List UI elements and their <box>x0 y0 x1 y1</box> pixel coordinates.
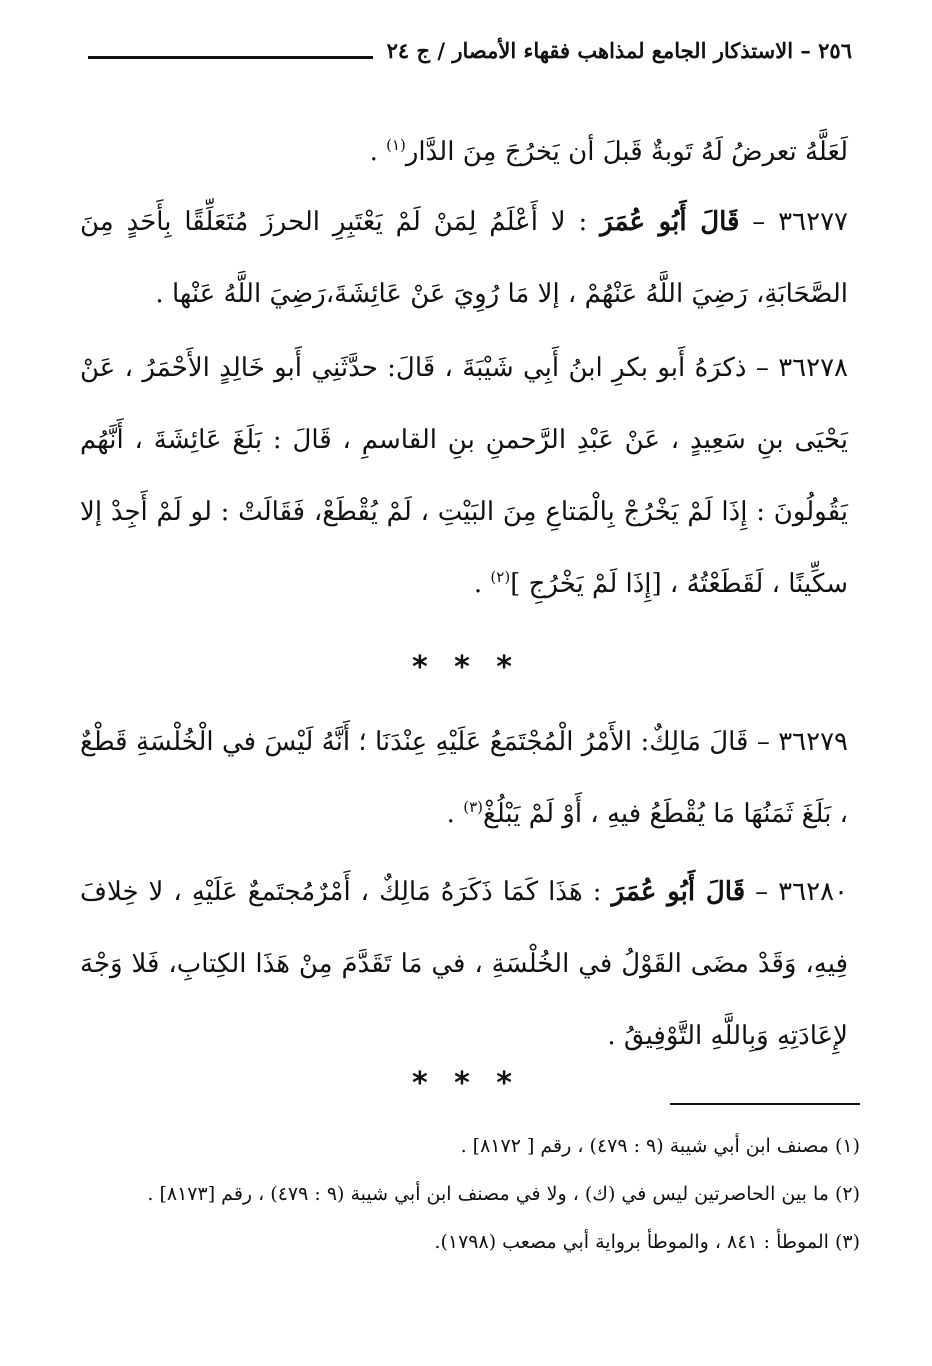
section-separator: * * * <box>412 650 520 685</box>
footnotes <box>80 1122 860 1266</box>
footnote-3: (٣) الموطأ : ٨٤١ ، والموطأ برواية أبي مصعب (١٧٩٨). <box>434 1231 860 1253</box>
paragraph-36280 <box>80 856 848 1072</box>
paragraph-36277 <box>80 186 848 330</box>
paragraph-ending: . <box>473 569 491 599</box>
paragraph-text: لَعَلَّهُ تعرضُ لَهُ تَوبةٌ قَبلَ أن يَخرُجَ مِنَ الدَّار <box>405 137 848 167</box>
paragraph-text: : لا أَعْلَمُ لِمَنْ لَمْ يَعْتَبِرِ الحرزَ مُتَعَلِّقًا بِأَحَدٍ مِنَ الصَّحَابَةِ، رَضِيَ اللَّهُ عَنْهُمْ ، إلا مَا رُوِيَ عَنْ عَائِشَةَ،رَضِيَ اللَّهُ عَنْها . <box>80 207 848 309</box>
footnote-rule <box>670 1103 860 1105</box>
speaker-label: قَالَ أَبُو عُمَرَ <box>600 207 740 237</box>
paragraph-ending: . <box>369 137 387 167</box>
paragraph-continuation <box>80 116 848 188</box>
paragraph-ending: . <box>446 799 464 829</box>
paragraph-text: قَالَ مَالِكٌ: الأَمْرُ الْمُجْتَمَعُ عَلَيْهِ عِنْدَنَا ؛ أَنَّهُ لَيْسَ في الْخُلْسَةِ قَطْعٌ ، بَلَغَ ثَمَنُهَا مَا يُقْطَعُ فيهِ ، أَوْ لَمْ يَبْلُغْ <box>80 727 848 829</box>
paragraph-number: ٣٦٢٧٩ – <box>748 727 849 757</box>
footnote-1: (١) مصنف ابن أبي شيبة (٩ : ٤٧٩) ، رقم [ ٨١٧٢] . <box>460 1135 860 1157</box>
footnote-ref-1: (١) <box>386 136 406 154</box>
footnote-ref-2: (٢) <box>490 568 511 586</box>
running-header-title: ٢٥٦ – الاستذكار الجامع لمذاهب فقهاء الأمصار / ج ٢٤ <box>386 37 852 63</box>
page-header <box>88 30 852 70</box>
section-separator: * * * <box>412 1066 520 1101</box>
paragraph-number: ٣٦٢٨٠ – <box>745 877 848 907</box>
paragraph-text: : هَذَا كَمَا ذَكَرَهُ مَالِكٌ ، أَمْرٌمُجتَمعٌ عَلَيْهِ ، لا خِلافَ فِيهِ، وَقَدْ مضَى القَوْلُ في الخُلْسَةِ ، في مَا تَقَدَّمَ مِنْ هَذَا الكِتابِ، فَلا وَجْهَ لإِعَادَتِهِ وَبِاللَّهِ التَّوْفِيقُ . <box>80 877 848 1051</box>
footnote-ref-3: (٣) <box>463 798 483 816</box>
header-rule <box>88 56 373 59</box>
footnote-2: (٢) ما بين الحاصرتين ليس في (ك) ، ولا في مصنف ابن أبي شيبة (٩ : ٤٧٩) ، رقم [٨١٧٣] . <box>147 1183 860 1205</box>
speaker-label: قَالَ أَبُو عُمَرَ <box>611 877 746 907</box>
paragraph-number: ٣٦٢٧٧ – <box>739 207 848 237</box>
paragraph-36278 <box>80 332 848 620</box>
paragraph-number: ٣٦٢٧٨ – <box>746 353 849 383</box>
paragraph-text: ذكرَهُ أَبو بكرِ ابنُ أَبِي شَيْبَةَ ، قَالَ: حدَّثَنِي أَبو خَالِدٍ الأَحْمَرُ ، عَنْ يَحْيَى بنِ سَعِيدٍ ، عَنْ عَبْدِ الرَّحمنِ بنِ القاسمِ ، قَالَ : بَلَغَ عَائِشَةَ ، أَنَّهُم يَقُولُونَ : إِذَا لَمْ يَخْرُجْ بِالْمَتاعِ مِنَ البَيْتِ ، لَمْ يُقْطَعْ، فَقَالَتْ : لو لَمْ أَجِدْ إلا سكِّينًا ، لَقَطَعْتُهُ ، [إِذَا لَمْ يَخْرُجِ ] <box>80 353 848 599</box>
paragraph-36279 <box>80 706 848 850</box>
